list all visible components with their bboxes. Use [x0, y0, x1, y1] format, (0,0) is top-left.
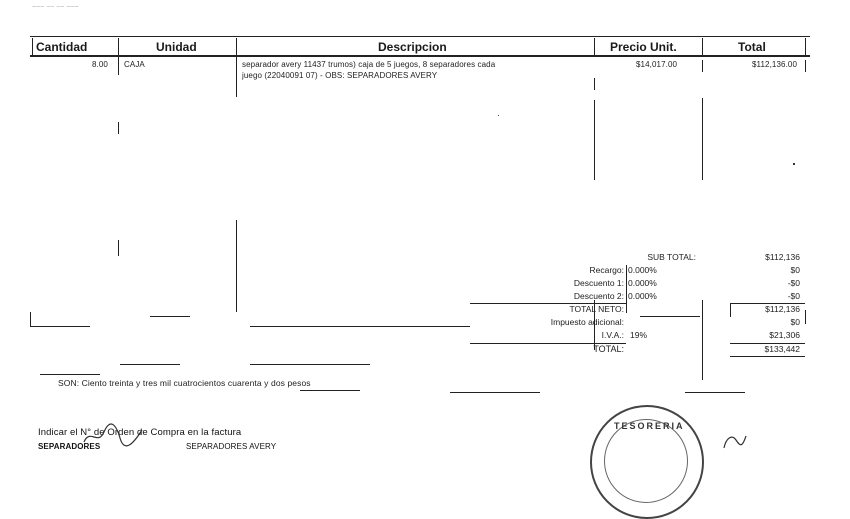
col-sep-3 — [594, 38, 595, 56]
recargo-pct: 0.000% — [628, 265, 657, 275]
row-descripcion-line1: separador avery 11437 trumos) caja de 5 juegos, 8 separadores cada — [242, 60, 496, 69]
col-sep-0 — [32, 38, 33, 56]
body-line-e — [236, 220, 237, 312]
row-total: $112,136.00 — [752, 60, 797, 69]
amount-words-rule-far — [685, 392, 745, 393]
body-line-o — [30, 312, 31, 326]
lower-rule-3 — [250, 326, 470, 327]
row-descripcion-line2: juego (22040091 07) - OBS: SEPARADORES AVERY — [242, 71, 438, 80]
total-neto-box-left — [730, 303, 731, 317]
header-faint-text: ~~~ ~~ ~~ ~~~ — [32, 4, 79, 11]
col-sep-4 — [702, 38, 703, 56]
amount-words-rule-right — [450, 392, 540, 393]
row-cantidad: 8.00 — [92, 60, 108, 69]
column-header-total: Total — [738, 40, 766, 54]
lower-rule-6 — [250, 364, 370, 365]
lower-rule-2 — [150, 316, 190, 317]
body-line-m — [805, 310, 806, 324]
col-sep-1 — [118, 38, 119, 56]
dot-1 — [793, 163, 795, 165]
footer-line2-left: SEPARADORES — [38, 442, 101, 451]
descuento1-value: -$0 — [787, 278, 800, 288]
descuento2-label: Descuento 2: — [573, 291, 624, 301]
iva-label: I.V.A.: — [601, 330, 624, 340]
col-sep-5 — [805, 38, 806, 56]
total-label: TOTAL: — [593, 344, 624, 354]
iva-value: $21,306 — [769, 330, 800, 340]
stamp-text: TESORERIA — [614, 421, 685, 431]
subtotal-label: SUB TOTAL: — [647, 252, 696, 262]
footer-line1: Indicar el N° de Orden de Compra en la factura — [38, 427, 242, 438]
impuesto-label: Impuesto adicional: — [550, 317, 624, 327]
column-header-unidad: Unidad — [156, 40, 197, 54]
column-header-cantidad: Cantidad — [36, 40, 88, 54]
descuento1-label: Descuento 1: — [573, 278, 624, 288]
row-unidad: CAJA — [124, 60, 145, 69]
col-sep-2 — [236, 38, 237, 56]
body-line-h — [702, 60, 703, 72]
signature-scribble — [80, 420, 150, 450]
recargo-value: $0 — [790, 265, 800, 275]
stamp-mark — [720, 430, 750, 450]
descuento2-value: -$0 — [787, 291, 800, 301]
subtotal-value: $112,136 — [765, 252, 800, 262]
descuento2-pct: 0.000% — [628, 291, 657, 301]
tesoreria-stamp — [590, 405, 704, 519]
header-top-rule — [30, 36, 810, 37]
descuento1-pct: 0.000% — [628, 278, 657, 288]
body-line-c — [118, 122, 119, 134]
body-line-l — [702, 300, 703, 380]
recargo-label: Recargo: — [589, 265, 624, 275]
body-line-d — [118, 240, 119, 256]
lower-rule-7 — [40, 374, 100, 375]
iva-pct: 19% — [630, 330, 648, 340]
dot-2 — [498, 115, 499, 116]
column-header-descripcion: Descripcion — [378, 40, 447, 54]
body-line-a — [118, 57, 119, 75]
amount-in-words: SON: Ciento treinta y tres mil cuatrocientos cuarenta y dos pesos — [58, 378, 311, 388]
header-bottom-rule — [30, 55, 810, 57]
column-header-precio-unit: Precio Unit. — [610, 40, 677, 54]
total-value-bottom-rule — [730, 356, 805, 357]
total-neto-value: $112,136 — [765, 304, 800, 314]
lower-rule-5 — [120, 364, 180, 365]
body-line-b — [236, 57, 237, 97]
body-line-f — [594, 78, 595, 90]
row-precio-unit: $14,017.00 — [636, 60, 678, 69]
lower-rule-4 — [640, 316, 700, 317]
impuesto-value: $0 — [790, 317, 800, 327]
total-neto-label: TOTAL NETO: — [569, 304, 624, 314]
footer-line2-right: SEPARADORES AVERY — [186, 442, 277, 451]
body-line-n — [626, 265, 627, 313]
total-value: $133,442 — [764, 344, 800, 354]
body-line-i — [702, 98, 703, 180]
lower-rule-1 — [30, 326, 90, 327]
body-line-g — [594, 100, 595, 180]
stamp-inner-ring — [604, 419, 688, 503]
body-line-j — [805, 60, 806, 72]
amount-words-underline — [300, 390, 360, 391]
